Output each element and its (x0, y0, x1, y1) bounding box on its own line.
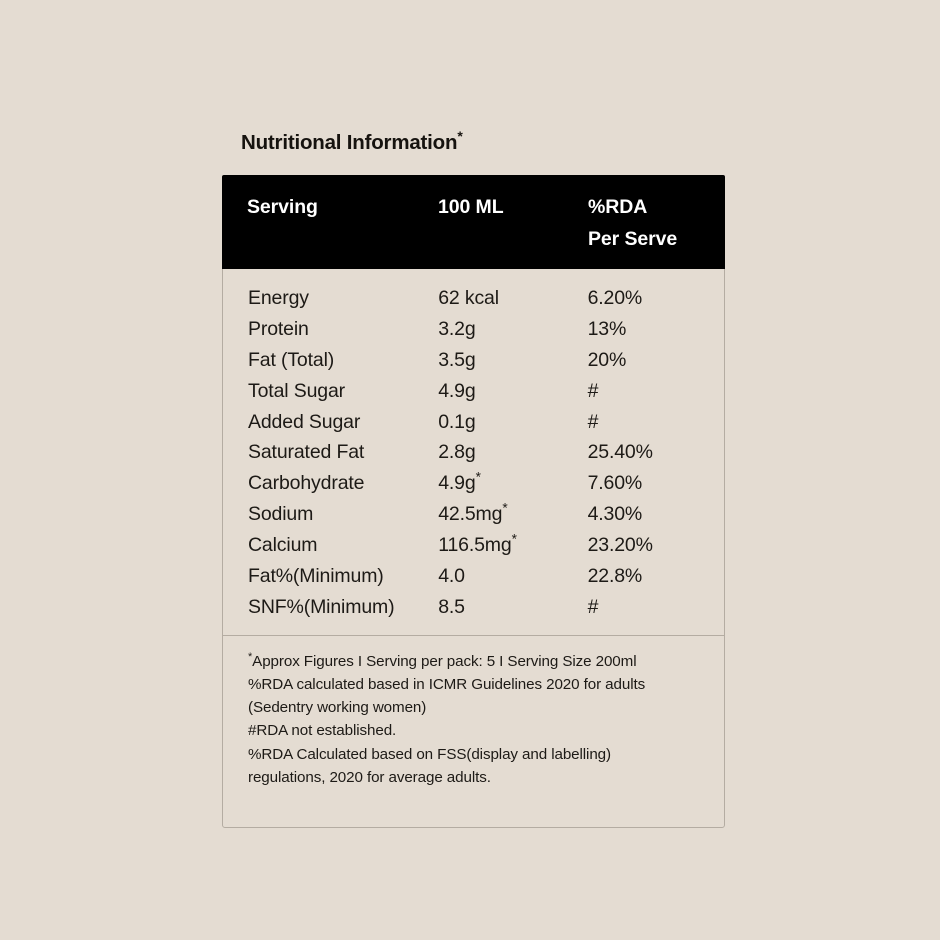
cell-rda: 22.8% (587, 565, 643, 588)
footnote-asterisk: * (248, 650, 253, 663)
cell-amount: 42.5mg* (438, 500, 508, 526)
table-row (223, 592, 724, 623)
table-row (223, 376, 724, 407)
nutritional-information-panel (222, 128, 725, 828)
cell-nutrient: Fat%(Minimum) (248, 565, 384, 588)
table-row (223, 561, 724, 592)
cell-rda: 13% (587, 317, 627, 340)
cell-rda: # (587, 596, 599, 618)
cell-nutrient: Fat (Total) (248, 348, 335, 371)
footnote-line: #RDA not established. (248, 722, 397, 740)
table-row (223, 468, 724, 499)
cell-amount-asterisk: * (475, 469, 481, 485)
cell-amount: 0.1g (438, 410, 476, 433)
table-header-row (222, 191, 725, 255)
table-row (223, 314, 724, 345)
cell-amount-asterisk: * (511, 531, 517, 547)
cell-rda: 7.60% (587, 472, 643, 495)
cell-nutrient: Carbohydrate (248, 472, 365, 495)
cell-amount: 3.5g (438, 348, 476, 371)
cell-rda: # (587, 379, 599, 402)
column-header-rda (588, 191, 725, 255)
page-title-asterisk: * (457, 128, 463, 145)
cell-nutrient: Sodium (248, 503, 314, 526)
footnote-line: %RDA Calculated based on FSS(display and labelling) (248, 745, 611, 763)
table-body (223, 269, 724, 635)
table-row (223, 407, 724, 438)
cell-amount: 116.5mg* (438, 531, 517, 557)
footnotes-section (223, 636, 724, 827)
footnote-line: %RDA calculated based in ICMR Guidelines 2020 for adults (248, 676, 646, 694)
cell-amount: 3.2g (438, 317, 476, 340)
cell-nutrient: Energy (248, 286, 309, 309)
cell-nutrient: SNF%(Minimum) (248, 596, 395, 618)
cell-rda: # (587, 410, 599, 433)
table-header (222, 175, 725, 269)
table-row (223, 345, 724, 376)
cell-amount: 8.5 (438, 596, 465, 618)
cell-amount: 62 kcal (438, 286, 499, 309)
cell-amount: 4.9g* (438, 469, 481, 495)
cell-amount-asterisk: * (502, 500, 508, 516)
cell-amount: 2.8g (438, 441, 476, 464)
table-row (223, 499, 724, 530)
cell-nutrient: Saturated Fat (248, 441, 365, 464)
page-title (241, 128, 725, 156)
cell-nutrient: Protein (248, 317, 309, 340)
nutrition-table (222, 175, 725, 828)
cell-rda: 20% (587, 348, 627, 371)
cell-nutrient: Calcium (248, 534, 318, 557)
column-header-rda-line1: %RDA (588, 195, 648, 218)
page-title-text: Nutritional Information (241, 131, 458, 154)
table-row (223, 437, 724, 468)
column-header-serving: Serving (247, 195, 318, 218)
column-header-rda-line2: Per Serve (588, 227, 678, 250)
cell-rda: 23.20% (587, 534, 653, 557)
cell-rda: 6.20% (587, 286, 643, 309)
footnote-line: (Sedentry working women) (248, 699, 427, 717)
cell-rda: 25.40% (587, 441, 653, 464)
cell-nutrient: Total Sugar (248, 379, 345, 402)
cell-nutrient: Added Sugar (248, 410, 361, 433)
footnote-line: regulations, 2020 for average adults. (248, 768, 491, 786)
cell-amount: 4.0 (438, 565, 465, 588)
footnote-line: *Approx Figures I Serving per pack: 5 I Serving Size 200ml (248, 650, 637, 670)
table-row (223, 530, 724, 561)
cell-rda: 4.30% (587, 503, 643, 526)
cell-amount: 4.9g (438, 379, 476, 402)
column-header-amount: 100 ML (438, 195, 504, 218)
table-row (223, 283, 724, 314)
